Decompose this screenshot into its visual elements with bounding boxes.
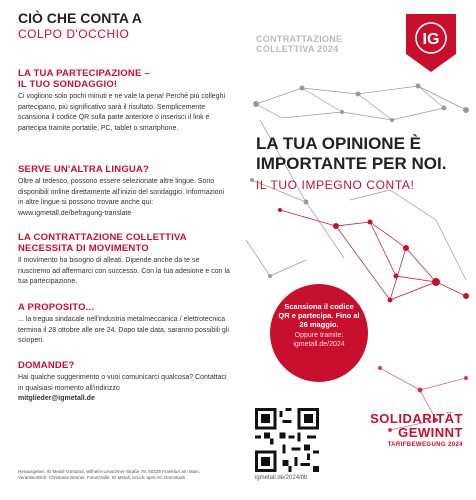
section-body: Hai qualche suggerimento o vuoi comunicarci qualcosa? Contattaci in qualsiasi momento all'indirizzo mitglieder@igmetall.de [18, 374, 227, 402]
section-questions [18, 360, 230, 405]
section-title: SERVE UN'ALTRA LINGUA? [18, 164, 150, 175]
section-body: Il movimento ha bisogno di alleati. Dipende anche da te se riusciremo ad affermarci con successo. Con la tua adesione e con la tua partecipazione. [18, 257, 230, 285]
section-title: LA TUA PARTECIPAZIONE – IL TUO SONDAGGIO! [18, 68, 150, 90]
section-body: Ci vogliono solo pochi minuti e ne vale la pena! Perché più colleghi partecipano, più significativo sarà il risultato. Semplicemente scansiona il codice QR sulla parte anteriore o inserisci il link e partecipa tramite portatile, PC, tablet o smartphone. [18, 93, 226, 132]
scan-badge-text: Scansiona il codice QR e partecipa. Fino al 26 maggio. [278, 302, 360, 329]
section-contract [18, 232, 230, 288]
section-by-the-way [18, 302, 230, 347]
page-subtitle: COLPO D'OCCHIO [18, 27, 130, 41]
email-link[interactable]: mitglieder@igmetall.de [18, 395, 95, 402]
section-body: ... la tregua sindacale nell'industria metalmeccanica / elettrotecnica termina il 28 ottobre alle ore 24. Dopo tale data, saranno possibili gli scioperi. [18, 316, 229, 344]
page-title: CIÒ CHE CONTA A [18, 10, 142, 26]
headline-title: LA TUA OPINIONE È IMPORTANTE PER NOI. [256, 134, 447, 173]
section-language [18, 164, 230, 219]
solidarity-logo: SOLIDARITÄT GEWINNT TARIFBEWEGUNG 2024 [370, 411, 463, 448]
section-title: LA CONTRATTAZIONE COLLETTIVA NECESSITA DI MOVIMENTO [18, 232, 187, 254]
qr-code[interactable] [255, 408, 319, 472]
scan-badge-subtext: Oppure tramite: igmetall.de/2024 [293, 332, 345, 348]
ig-metall-logo [406, 14, 456, 72]
svg-text:IG: IG [422, 31, 440, 48]
imprint: Herausgeber: IG Metall Vorstand, Wilhelm-Leuschner-Straße 79, 60329 Frankfurt am Main, Verantwortlich: Christiane Benner, Foto/Grafik: IG Metall, Druck: apm AG Darmstadt [18, 469, 200, 480]
header [18, 10, 228, 42]
section-title: A PROPOSITO... [18, 302, 95, 313]
section-body: Oltre al tedesco, possono essere selezionate altre lingue. Sono disponibili online direttamente all'inizio del sondaggio. Informazioni in altre lingue si possono trovare anche qui: www.igmetall.de/befragung-translate [18, 178, 225, 217]
contract-label: CONTRATTAZIONE COLLETTIVA 2024 [256, 34, 343, 54]
qr-caption: igmetall.de/2024/bb [255, 475, 308, 481]
section-participation [18, 68, 230, 134]
section-title: DOMANDE? [18, 360, 75, 371]
headline [256, 134, 466, 192]
headline-subtitle: IL TUO IMPEGNO CONTA! [256, 178, 415, 192]
network-graphic [240, 80, 476, 320]
